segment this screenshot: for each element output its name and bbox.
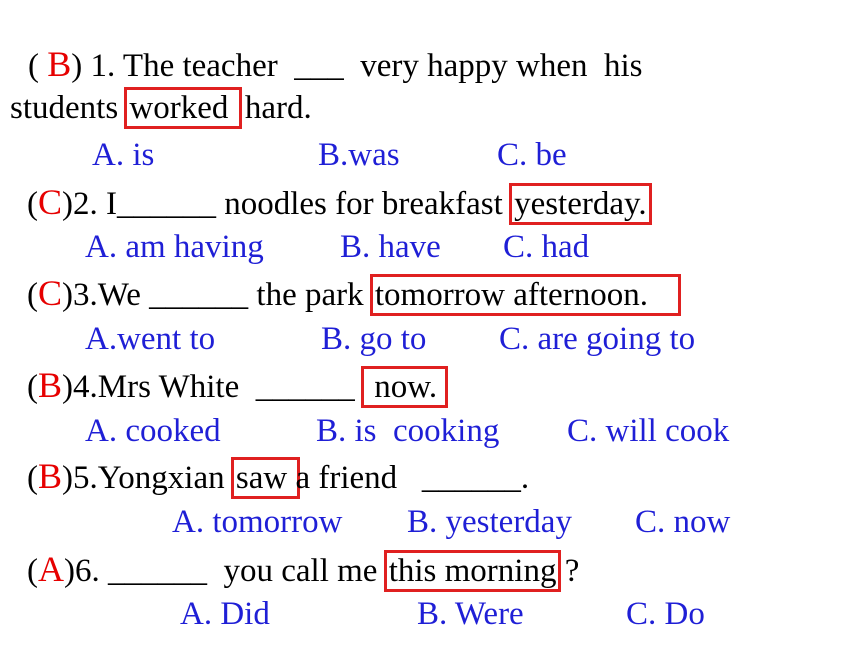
option-4c: C. will cook — [567, 413, 730, 449]
option-6b: B. Were — [417, 596, 524, 632]
highlight-box-now: now. — [361, 366, 448, 408]
option-3c: C. are going to — [499, 321, 696, 357]
option-1b: B.was — [318, 137, 400, 173]
highlight-box-this-morning: this morning — [384, 550, 562, 592]
option-4a: A. cooked — [85, 413, 221, 449]
option-2c: C. had — [503, 229, 590, 265]
question-1-line-2: students worked hard. — [10, 88, 312, 128]
answer-3: C — [38, 273, 63, 313]
question-5: (B)5.Yongxian saw a friend ______. — [27, 456, 529, 496]
option-2b: B. have — [340, 229, 441, 265]
option-5c: C. now — [635, 504, 731, 540]
answer-5: B — [38, 456, 63, 496]
question-6: (A)6. ______ you call me this morning ? — [27, 549, 579, 589]
highlight-box-worked: worked — [124, 87, 241, 129]
question-3: (C)3.We ______ the park tomorrow afternoon. — [27, 273, 676, 313]
option-5a: A. tomorrow — [172, 504, 343, 540]
option-5b: B. yesterday — [407, 504, 572, 540]
option-2a: A. am having — [85, 229, 264, 265]
answer-1: B — [47, 44, 72, 84]
option-6c: C. Do — [626, 596, 705, 632]
option-4b: B. is cooking — [316, 413, 500, 449]
question-1-line-1: ( B) 1. The teacher ___ very happy when his — [28, 44, 643, 84]
option-1a: A. is — [92, 137, 155, 173]
option-3a: A.went to — [85, 321, 216, 357]
option-6a: A. Did — [180, 596, 270, 632]
option-1c: C. be — [497, 137, 567, 173]
highlight-box-saw: saw — [231, 457, 301, 499]
option-3b: B. go to — [321, 321, 427, 357]
answer-2: C — [38, 182, 63, 222]
question-2: (C)2. I______ noodles for breakfast yesterday. — [27, 182, 647, 222]
highlight-box-yesterday: yesterday. — [509, 183, 652, 225]
answer-6: A — [38, 549, 64, 589]
answer-4: B — [38, 365, 63, 405]
highlight-box-tomorrow-afternoon: tomorrow afternoon. — [370, 274, 681, 316]
question-4: (B)4.Mrs White ______ now. — [27, 365, 443, 405]
